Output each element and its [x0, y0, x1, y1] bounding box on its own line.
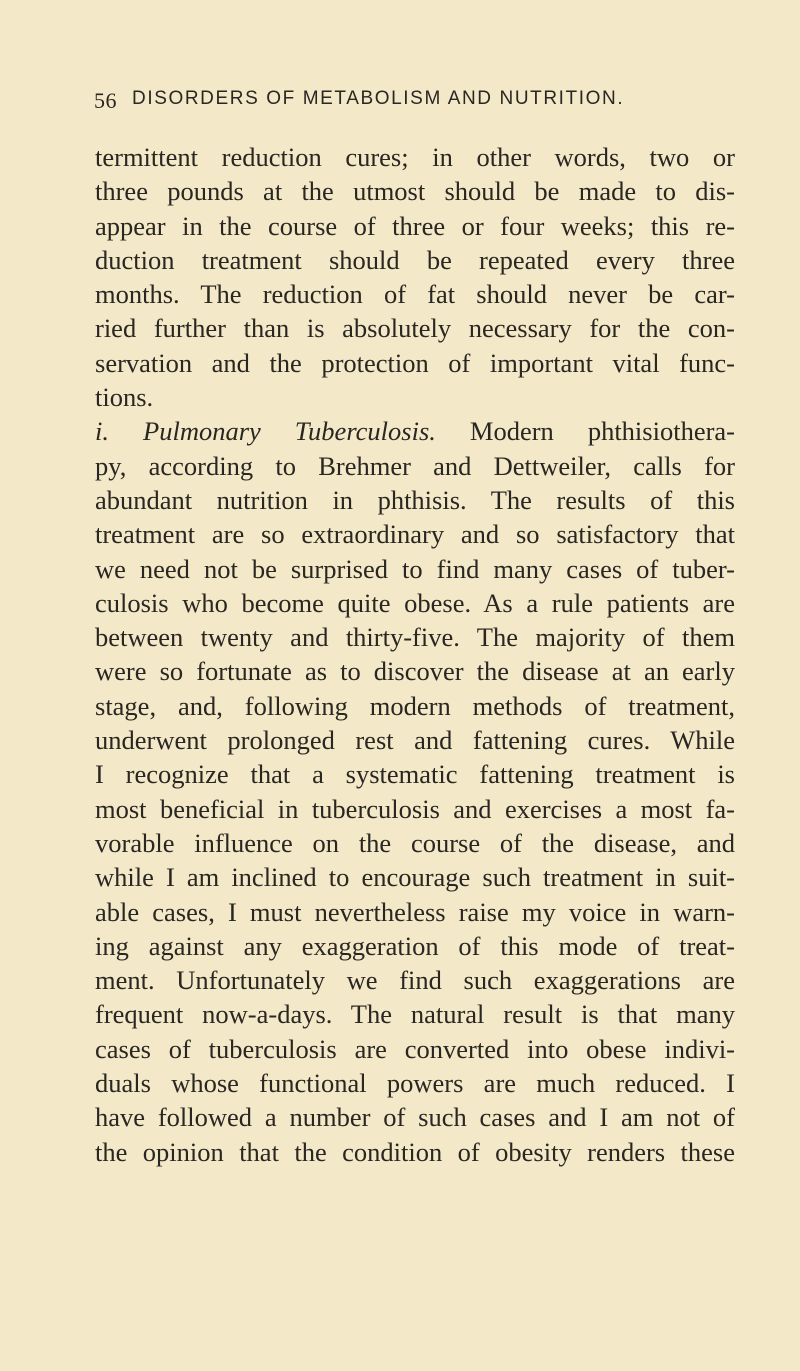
body-text [95, 140, 735, 1169]
text-line: three pounds at the utmost should be made to dis- [95, 176, 735, 207]
text-line: treatment are so extraordinary and so satisfactory that [95, 519, 735, 550]
text-line: duals whose functional powers are much reduced. I [95, 1068, 735, 1099]
text-line: the opinion that the condition of obesity renders these [95, 1136, 735, 1167]
text-line: months. The reduction of fat should never be car- [95, 279, 735, 310]
text-line: were so fortunate as to discover the disease at an early [95, 656, 735, 687]
text-line: while I am inclined to encourage such treatment in suit- [95, 862, 735, 893]
text-line: appear in the course of three or four weeks; this re- [95, 210, 735, 241]
text-line: ment. Unfortunately we find such exaggerations are [95, 965, 735, 996]
text-line: vorable influence on the course of the disease, and [95, 827, 735, 858]
text-line: between twenty and thirty-five. The majority of them [95, 622, 735, 653]
page-number: 56 [94, 88, 117, 113]
text-line: frequent now-a-days. The natural result is that many [95, 999, 735, 1030]
text-line: have followed a number of such cases and I am not of [95, 1102, 735, 1133]
text-line: abundant nutrition in phthisis. The results of this [95, 484, 735, 515]
running-title: DISORDERS OF METABOLISM AND NUTRITION. [132, 88, 625, 109]
text-line: stage, and, following modern methods of treatment, [95, 690, 735, 721]
text-line: servation and the protection of important vital func- [95, 347, 735, 378]
section-first-line-text: Modern phthisiothera- [469, 416, 735, 447]
text-line: most beneficial in tuberculosis and exercises a most fa- [95, 793, 735, 824]
text-line: ried further than is absolutely necessary for the con- [95, 313, 735, 344]
section-heading-line [95, 414, 735, 448]
text-line: tions. [95, 382, 154, 413]
section-number: i. [95, 416, 109, 447]
text-line: duction treatment should be repeated every three [95, 244, 735, 275]
text-line: cases of tuberculosis are converted into obese indivi- [95, 1033, 735, 1064]
text-line: termittent reduction cures; in other words, two or [95, 142, 735, 172]
text-line: py, according to Brehmer and Dettweiler, calls for [95, 450, 735, 481]
text-line: we need not be surprised to find many cases of tuber- [95, 553, 735, 584]
text-line: culosis who become quite obese. As a rule patients are [95, 587, 735, 618]
section-title: Pulmonary Tuberculosis. [143, 416, 436, 447]
text-line: able cases, I must nevertheless raise my voice in warn- [95, 896, 735, 927]
text-line: I recognize that a systematic fattening treatment is [95, 759, 735, 790]
text-line: underwent prolonged rest and fattening cures. While [95, 725, 735, 756]
running-head [94, 88, 714, 118]
text-line: ing against any exaggeration of this mode of treat- [95, 930, 735, 961]
